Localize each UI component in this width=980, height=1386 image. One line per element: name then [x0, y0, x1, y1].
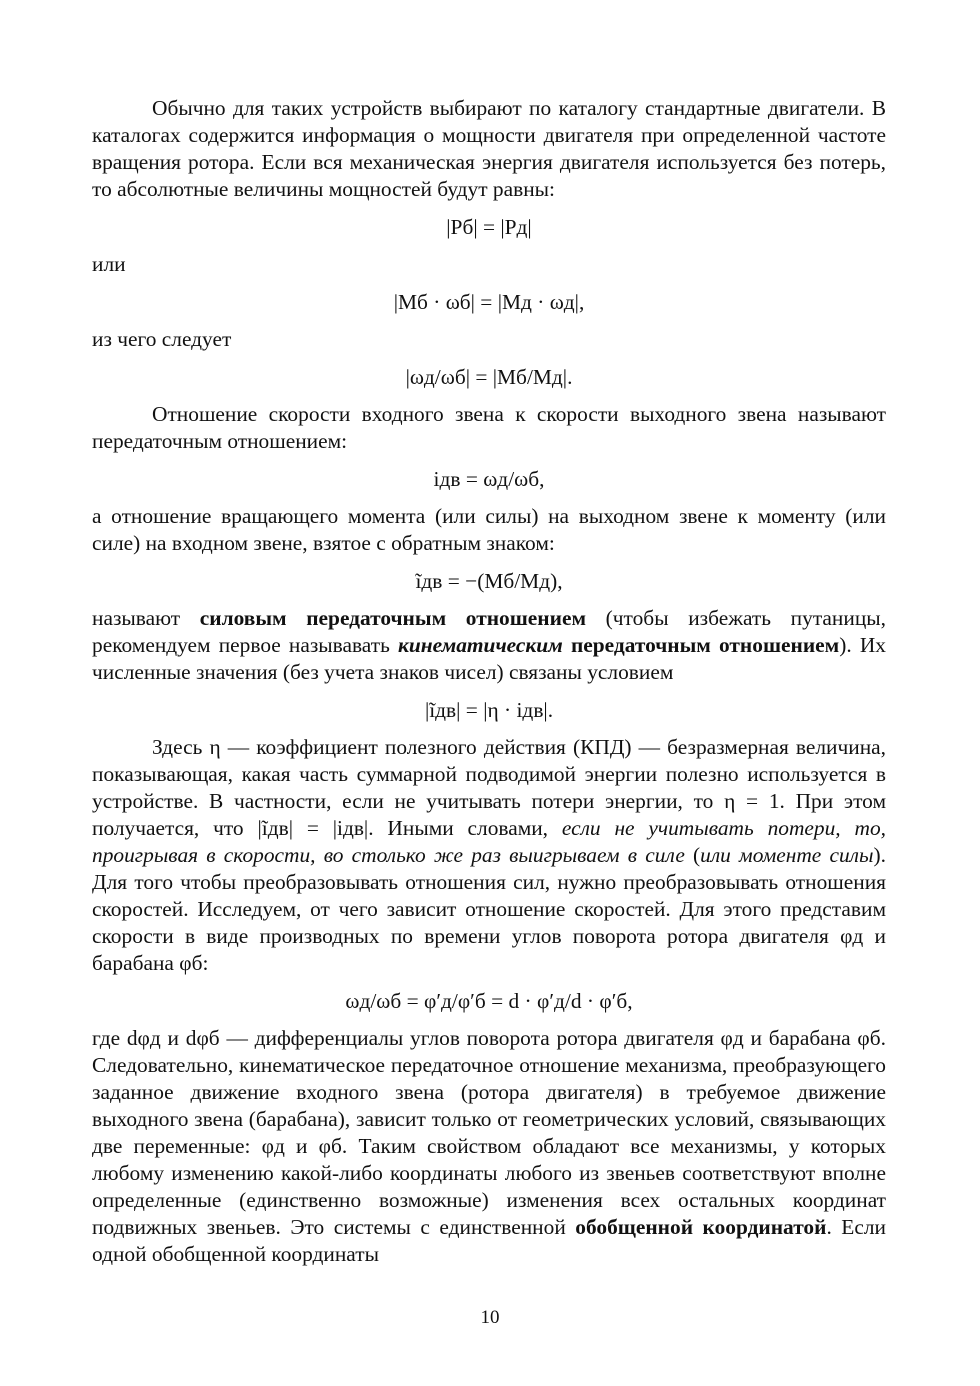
p5-text-3: (: [684, 843, 701, 867]
inline-equation: |ĩдв| = |iдв|: [257, 816, 369, 840]
term-transmission-ratio: передаточным отношением: [570, 633, 840, 657]
p4-text-1: называют: [92, 606, 200, 630]
p4-text-3: [563, 633, 571, 657]
page-number: 10: [480, 1307, 500, 1328]
equation-force-ratio: ĩдв = −(Mб/Mд),: [415, 569, 563, 593]
term-kinematic: кинематическим: [398, 633, 563, 657]
equation-transmission-ratio: iдв = ωд/ωб,: [433, 467, 545, 491]
p5-text-4: ). Для того чтобы преобразовывать отношения сил, нужно преобразовывать отношения скоростей. Исследуем, от чего зависит отношение скоростей. Для этого представим скорости в виде производных по времени углов поворота ротора двигателя φд и барабана φб:: [92, 843, 886, 975]
term-generalized-coordinate: обобщенной координатой: [575, 1215, 827, 1239]
p5-text-2: . Иными словами,: [368, 816, 562, 840]
p4-text-4: ). Их численные значения (без учета знаков чисел) связаны условием: [92, 633, 886, 684]
italic-moment: или моменте силы: [700, 843, 874, 867]
paragraph-4: [92, 605, 886, 686]
term-force-ratio: силовым передаточным отношением: [199, 606, 587, 630]
equation-moment-velocity: |Mб · ωб| = |Mд · ωд|,: [393, 290, 585, 314]
paragraph-5: [92, 734, 886, 977]
connector-ili: или: [92, 252, 126, 276]
text-body: [92, 95, 886, 1268]
p4-text-2: (чтобы избежать путаницы, рекомендуем первое называвать: [92, 606, 886, 657]
equation-ratio: |ωд/ωб| = |Mб/Mд|.: [405, 365, 573, 389]
p5-text-1: Здесь η — коэффициент полезного действия (КПД) — безразмерная величина, показывающая, какая часть суммарной подводимой энергии полезно используется в устройстве. В частности, если не учитывать потери энергии, то η = 1. При этом получается, что: [92, 735, 886, 840]
paragraph-3: а отношение вращающего момента (или силы) на выходном звене к моменту (или силе) на входном звене, взятое с обратным знаком:: [92, 504, 886, 555]
connector-izchego: из чего следует: [92, 327, 232, 351]
paragraph-6: [92, 1025, 886, 1268]
equation-power-equality: |Pб| = |Pд|: [446, 215, 532, 239]
paragraph-1: Обычно для таких устройств выбирают по каталогу стандартные двигатели. В каталогах содержится информация о мощности двигателя при определенной частоте вращения ротора. Если вся механическая энергия двигателя используется без потерь, то абсолютные величины мощностей будут равны:: [92, 96, 886, 201]
p6-text-1: где dφд и dφб — дифференциалы углов поворота ротора двигателя φд и барабана φб. Следовательно, кинематическое передаточное отношение механизма, преобразующего заданное движение входного звена (ротора двигателя) в требуемое движение выходного звена (барабана), зависит только от геометрических условий, связывающих две переменные: φд и φб. Таким свойством обладают все механизмы, у которых любому изменению какой-либо координаты любого из звеньев соответствуют вполне определенные (единственно возможные) изменения всех остальных координат подвижных звеньев. Это системы с единственной: [92, 1026, 886, 1239]
paragraph-2: Отношение скорости входного звена к скорости выходного звена называют передаточным отношением:: [92, 402, 886, 453]
p6-text-2: . Если одной обобщенной координаты: [92, 1215, 886, 1266]
italic-statement: если не учитывать потери, то, проигрывая в скорости, во столько же раз выигрываем в силе: [92, 816, 886, 867]
equation-efficiency-relation: |ĩдв| = |η · iдв|.: [424, 698, 554, 722]
equation-derivatives: ωд/ωб = φ′д/φ′б = d · φ′д/d · φ′б,: [345, 989, 633, 1013]
